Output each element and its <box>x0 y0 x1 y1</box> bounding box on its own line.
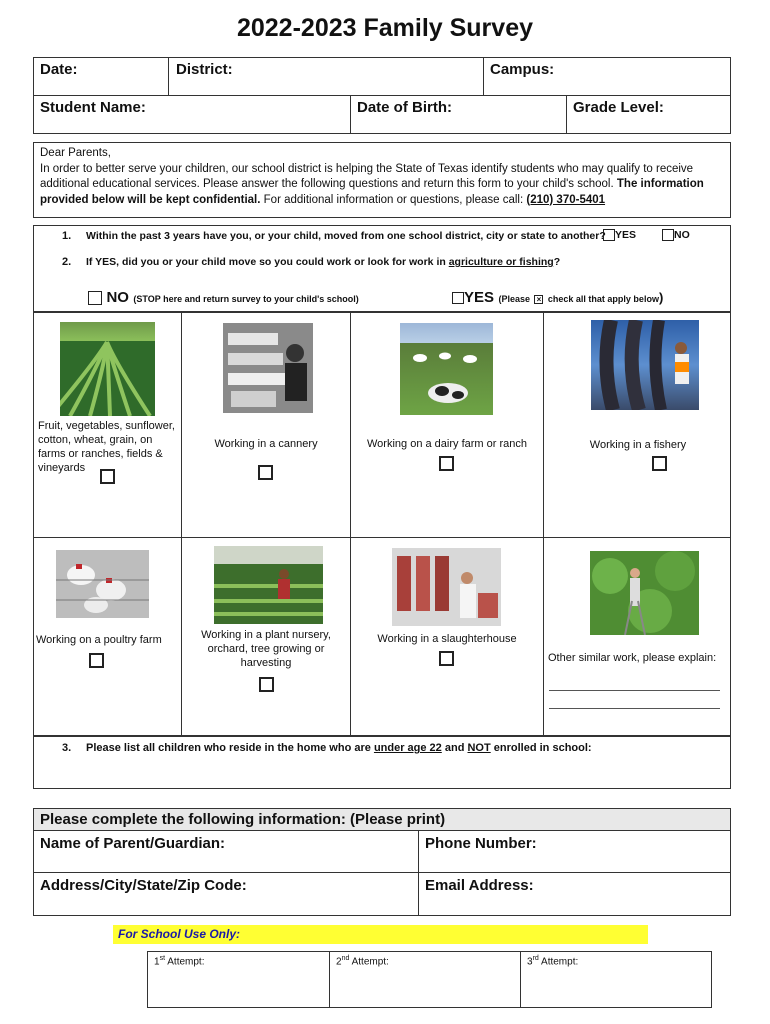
q1-no-label: NO <box>674 229 690 241</box>
q3-text-b: and <box>444 742 465 754</box>
option-6-caption: Working in a plant nursery, orchard, tree growing or harvesting <box>201 629 331 669</box>
second-attempt-sup: nd <box>341 955 350 962</box>
district-field[interactable]: District: <box>176 61 233 78</box>
other-explain-line-2[interactable] <box>549 708 720 709</box>
q2-text-underline: agriculture or fishing <box>448 256 554 268</box>
q3-text-u2: NOT <box>467 742 491 754</box>
option-5-caption: Working on a poultry farm <box>36 634 162 646</box>
q2-no-checkbox[interactable] <box>88 291 102 305</box>
attempts-table <box>147 951 712 1008</box>
letter-line3-bold: provided below will be kept confidential. <box>40 193 261 206</box>
option-3-checkbox[interactable] <box>439 456 454 471</box>
second-attempt-label: Attempt: <box>349 956 389 968</box>
campus-field[interactable]: Campus: <box>490 61 555 78</box>
letter-phone: (210) 370-5401 <box>526 193 606 206</box>
second-attempt-field[interactable] <box>336 955 389 967</box>
q2-number: 2. <box>62 256 72 268</box>
option-8-caption: Other similar work, please explain: <box>548 652 717 664</box>
option-5-checkbox[interactable] <box>89 653 104 668</box>
letter-line3: For additional information or questions, please call: <box>263 193 524 206</box>
q3-text <box>86 742 592 754</box>
email-field[interactable]: Email Address: <box>425 877 534 894</box>
q2-no-option[interactable] <box>88 289 359 307</box>
first-attempt-num: 1 <box>154 956 160 968</box>
q2-yes-note-c: ) <box>658 290 664 305</box>
q1-text: Within the past 3 years have you, or your child, moved from one school district, city or state to another? <box>86 230 606 242</box>
grade-level-field[interactable]: Grade Level: <box>573 99 664 116</box>
q2-no-note: (STOP here and return survey to your child's school) <box>133 294 359 304</box>
first-attempt-field[interactable] <box>154 955 204 967</box>
q3-text-c: enrolled in school: <box>493 742 592 754</box>
q3-text-u1: under age 22 <box>373 742 442 754</box>
first-attempt-sup: st <box>159 955 166 962</box>
option-1-checkbox[interactable] <box>100 469 115 484</box>
q2-yes-note-b: check all that apply below <box>547 294 659 304</box>
option-6-checkbox[interactable] <box>259 677 274 692</box>
q2-text <box>86 256 560 268</box>
q2-yes-checkbox[interactable] <box>452 292 464 304</box>
student-name-field[interactable]: Student Name: <box>40 99 146 116</box>
date-field[interactable]: Date: <box>40 61 78 78</box>
q1-no-option[interactable] <box>662 229 690 241</box>
q1-yes-label: YES <box>615 229 637 241</box>
q1-yes-option[interactable] <box>603 229 636 241</box>
q1-no-checkbox[interactable] <box>662 229 674 241</box>
letter-text <box>40 146 730 208</box>
third-attempt-field[interactable] <box>527 955 578 967</box>
page-title: 2022-2023 Family Survey <box>236 14 534 42</box>
q2-yes-option[interactable] <box>452 289 663 307</box>
parent-name-field[interactable]: Name of Parent/Guardian: <box>40 835 226 852</box>
q2-text-b: ? <box>553 256 561 268</box>
q2-text-a: If YES, did you or your child move so you could work or look for work in <box>86 256 446 268</box>
plant-nursery-photo <box>214 546 323 624</box>
option-2-checkbox[interactable] <box>258 465 273 480</box>
option-7-checkbox[interactable] <box>439 651 454 666</box>
dairy-farm-photo <box>400 323 493 415</box>
orchard-photo <box>590 551 699 635</box>
address-field[interactable]: Address/City/State/Zip Code: <box>40 877 247 894</box>
cannery-photo <box>223 323 313 413</box>
slaughterhouse-photo <box>392 548 501 626</box>
third-attempt-label: Attempt: <box>538 956 579 968</box>
option-3-caption: Working on a dairy farm or ranch <box>367 438 527 450</box>
checked-box-icon: × <box>534 295 543 304</box>
letter-line2-bold: The information <box>616 178 704 190</box>
option-4-caption: Working in a fishery <box>589 439 687 451</box>
q2-yes-label: YES <box>464 289 495 306</box>
school-use-label: For School Use Only: <box>118 927 241 941</box>
other-explain-line-1[interactable] <box>549 690 720 691</box>
q3-text-a: Please list all children who reside in the home who are <box>86 742 371 754</box>
q2-yes-note-a: (Please <box>498 294 530 304</box>
q1-yes-checkbox[interactable] <box>603 229 615 241</box>
letter-line1: In order to better serve your children, our school district is helping the State of Texas identify students who may qualify to receive <box>40 162 694 175</box>
phone-number-field[interactable]: Phone Number: <box>425 835 537 852</box>
third-attempt-num: 3 <box>527 956 533 968</box>
q1-number: 1. <box>62 230 72 242</box>
fishery-photo <box>591 320 699 410</box>
dob-field[interactable]: Date of Birth: <box>357 99 452 116</box>
option-1-caption: Fruit, vegetables, sunflower, cotton, wheat, grain, on farms or ranches, fields & vineyards <box>38 420 175 474</box>
option-4-checkbox[interactable] <box>652 456 667 471</box>
second-attempt-num: 2 <box>336 956 342 968</box>
option-7-caption: Working in a slaughterhouse <box>377 633 517 645</box>
q3-number: 3. <box>62 742 72 754</box>
letter-line2: additional educational services. Please answer the following questions and return this form to your child's school. <box>40 178 614 190</box>
letter-greeting: Dear Parents, <box>40 147 111 159</box>
info-heading: Please complete the following information: (Please print) <box>40 811 446 828</box>
first-attempt-label: Attempt: <box>165 956 205 968</box>
poultry-farm-photo <box>56 550 149 618</box>
crop-field-photo <box>60 322 155 416</box>
q2-no-label: NO <box>106 289 129 306</box>
third-attempt-sup: rd <box>532 955 539 962</box>
option-2-caption: Working in a cannery <box>214 438 318 450</box>
